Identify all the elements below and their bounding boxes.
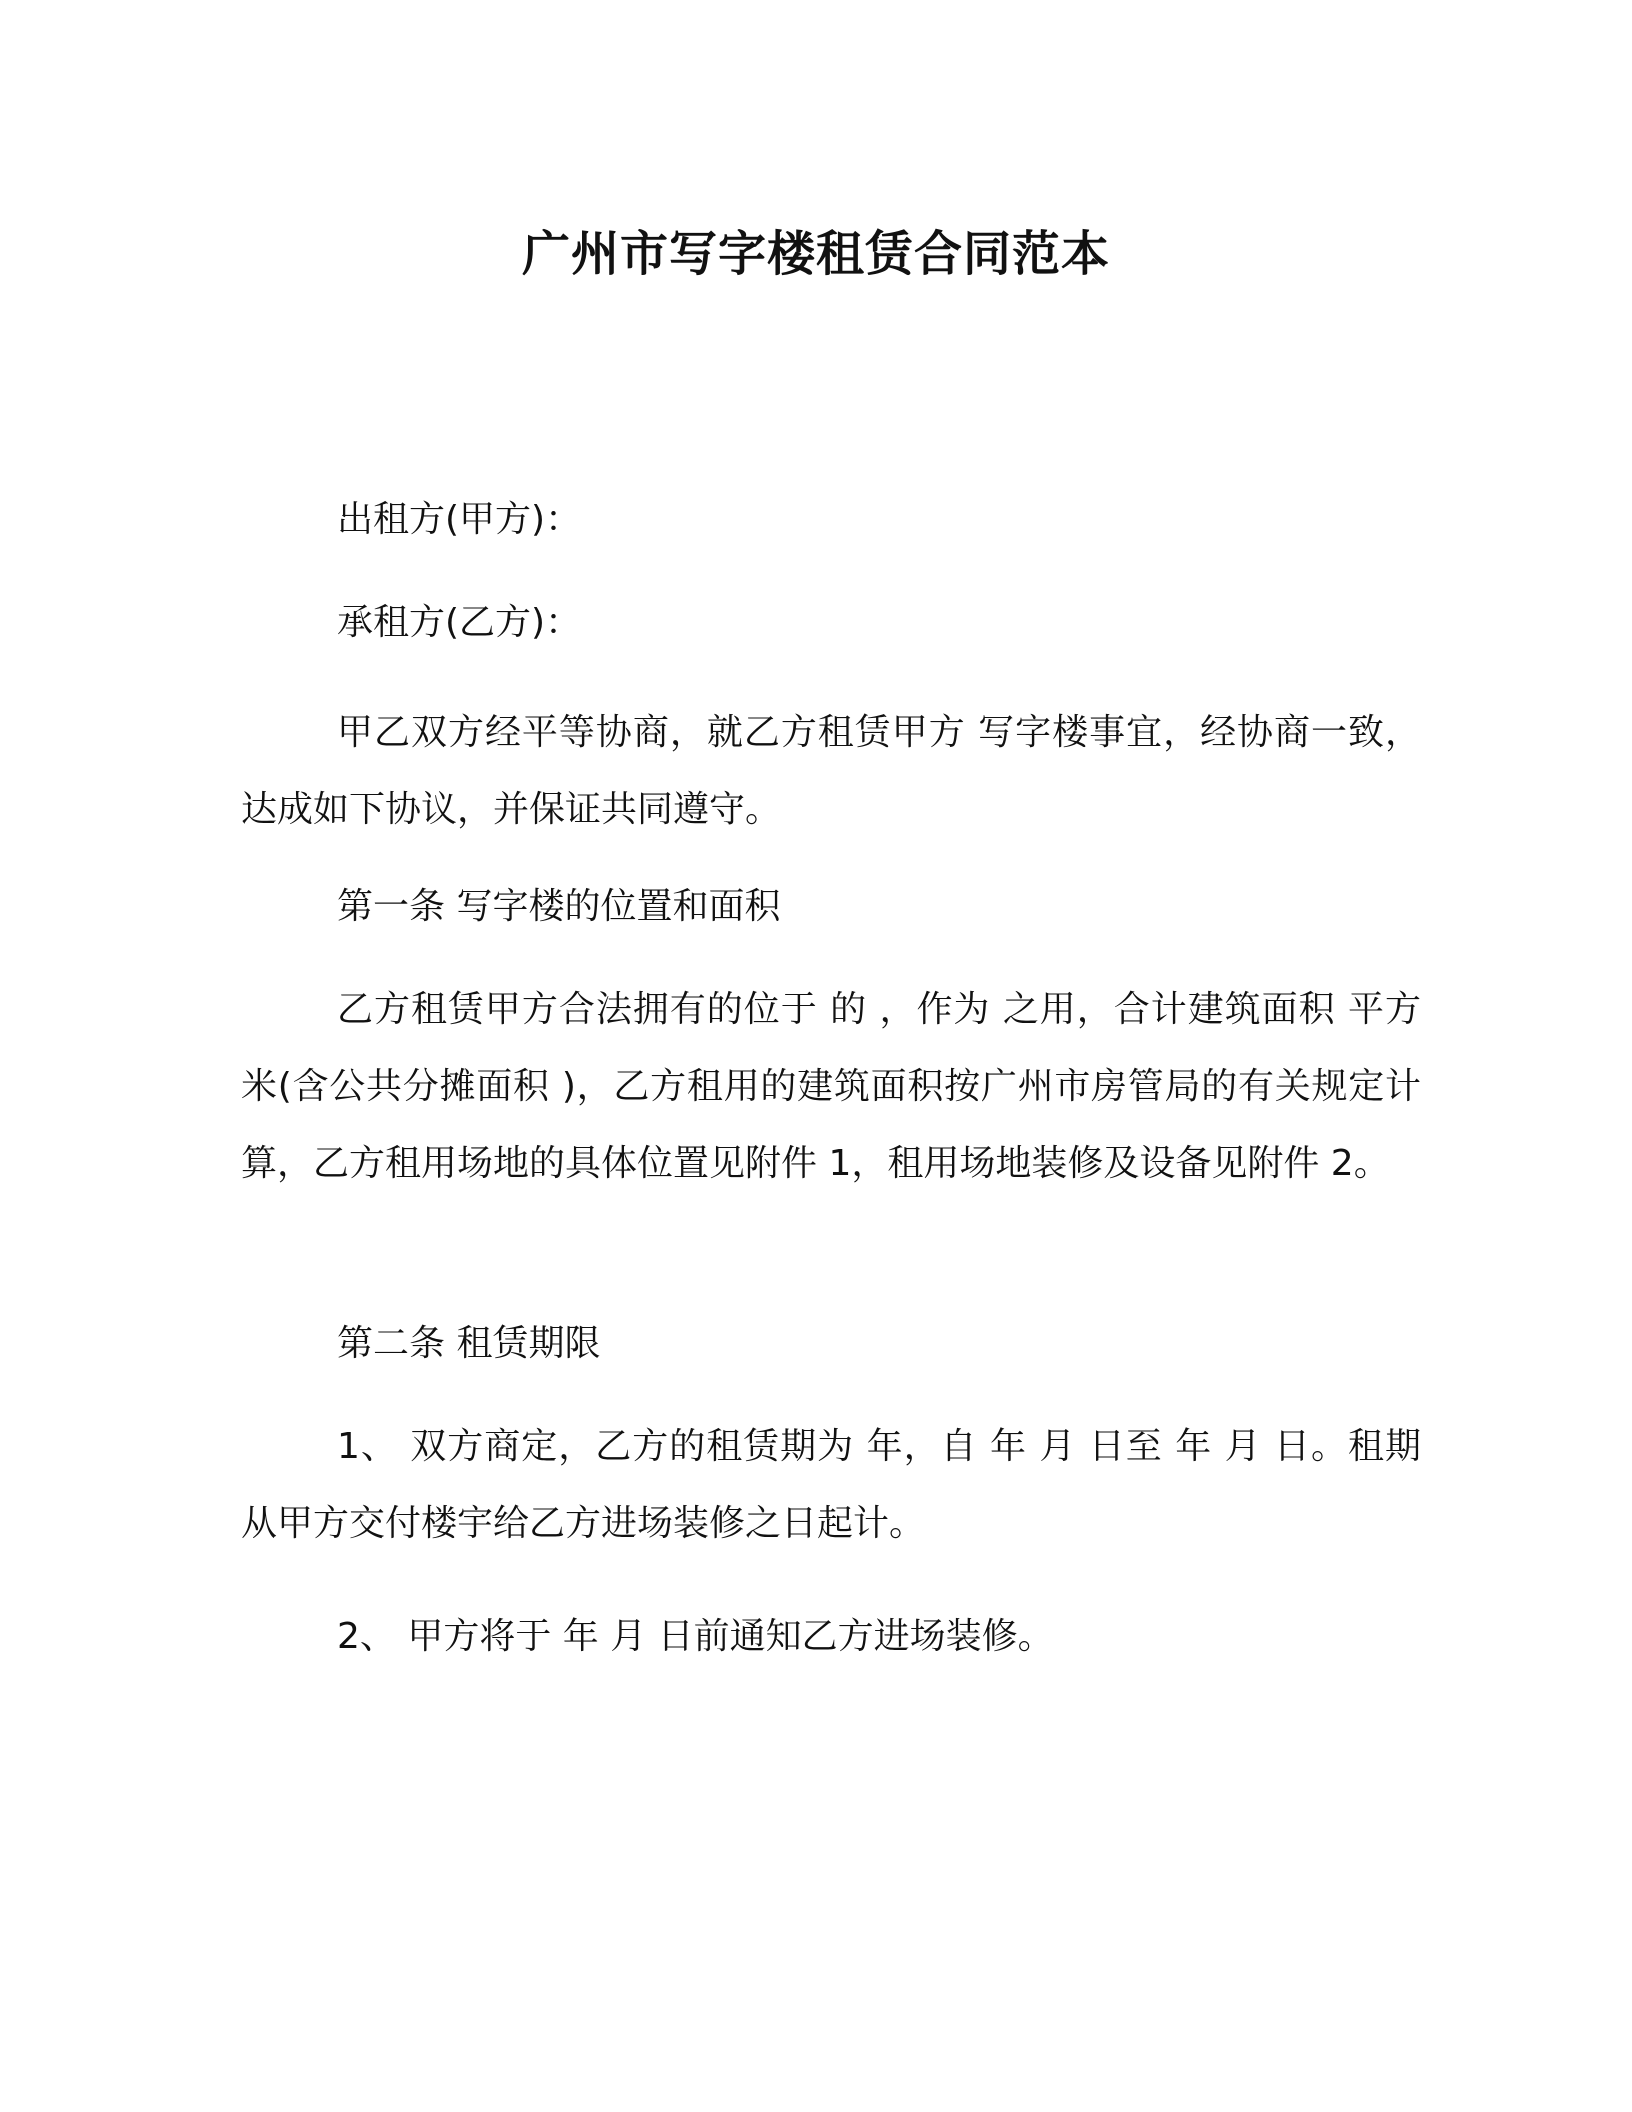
lessor-label: 出租方(甲方)：	[337, 499, 582, 540]
article1-heading: 第一条 写字楼的位置和面积	[337, 886, 781, 927]
article2-item-2: 2、 甲方将于 年 月 日前通知乙方进场装修。	[337, 1616, 1054, 1657]
article2-heading: 第二条 租赁期限	[337, 1323, 601, 1364]
article2-item-1: 1、 双方商定，乙方的租赁期为 年，自 年 月 日至 年 月 日。租期从甲方交付楼宇给乙方进场装修之日起计。	[241, 1426, 1421, 1544]
lessee-label: 承租方(乙方)：	[337, 602, 582, 643]
article1-body: 乙方租赁甲方合法拥有的位于 的 ，作为 之用，合计建筑面积 平方米(含公共分摊面积 )，乙方租用的建筑面积按广州市房管局的有关规定计算，乙方租用场地的具体位置见附件 1，租用场地装修及设备见附件 2。	[241, 989, 1421, 1184]
document-title: 广州市写字楼租赁合同范本	[521, 226, 1110, 282]
intro-paragraph: 甲乙双方经平等协商，就乙方租赁甲方 写字楼事宜，经协商一致，达成如下协议，并保证共同遵守。	[241, 712, 1421, 830]
